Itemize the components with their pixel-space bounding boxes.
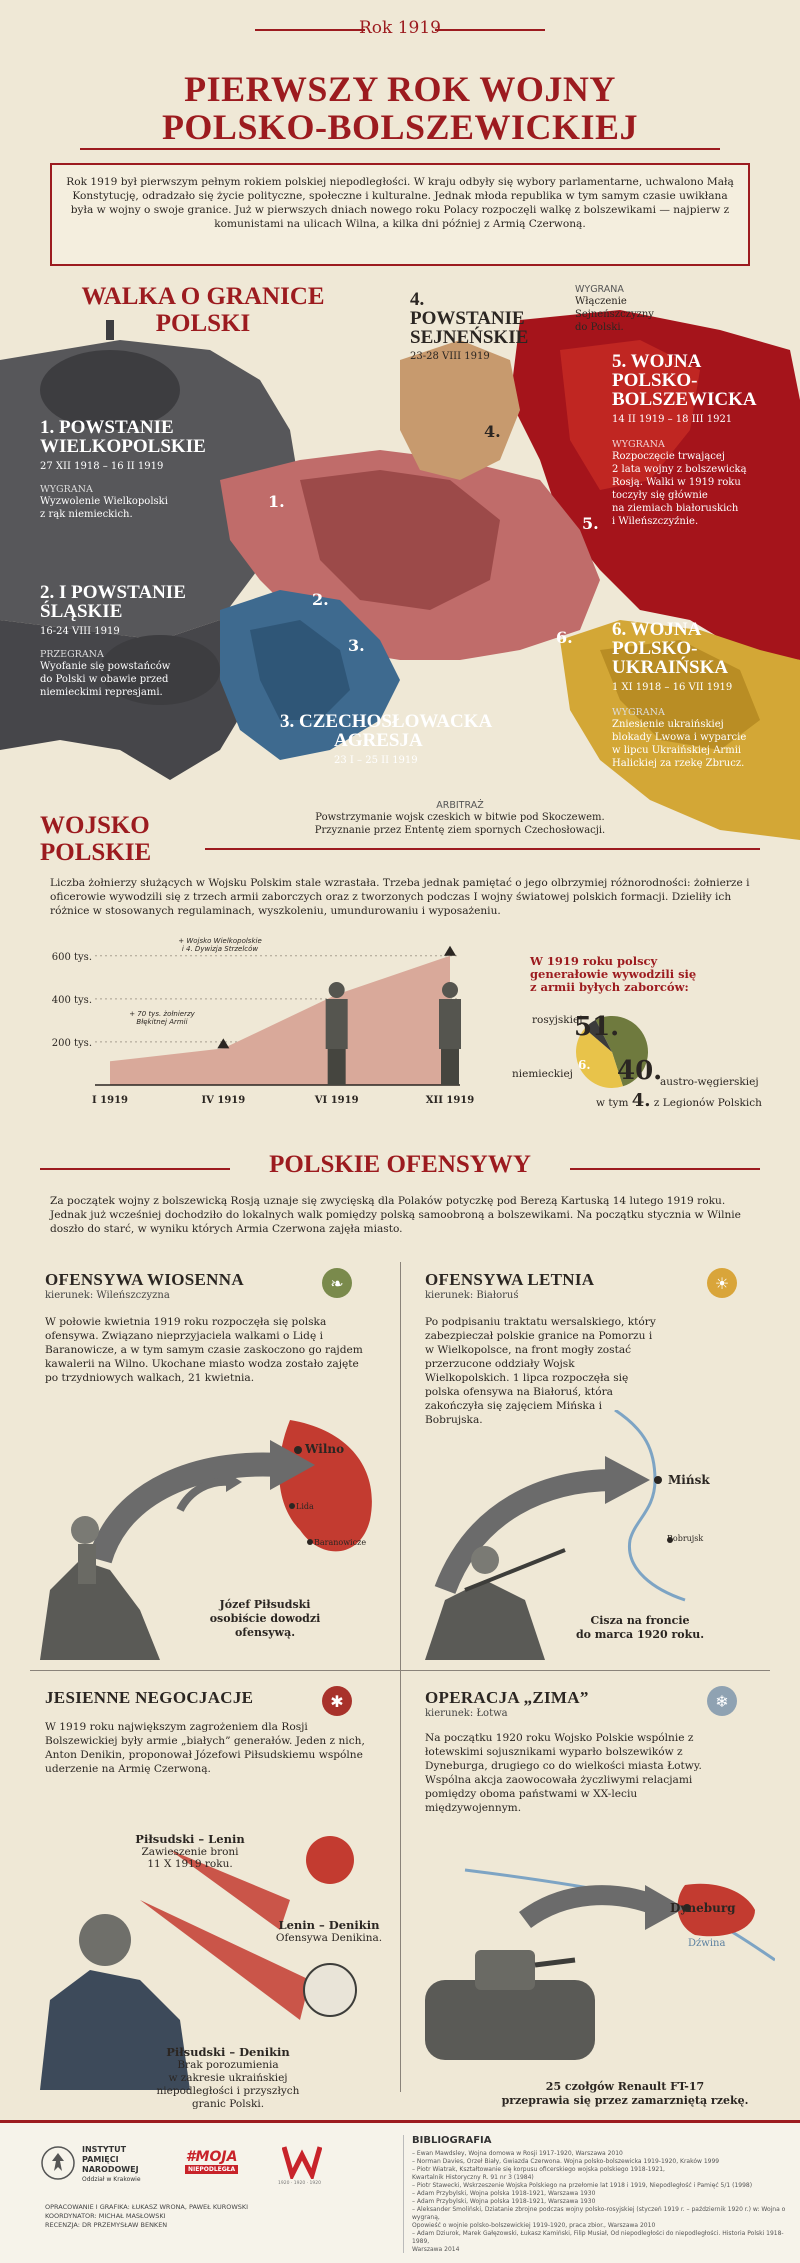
x-tick-label: XII 1919 (425, 1095, 475, 1106)
credits-line1: OPRACOWANIE I GRAFIKA: ŁUKASZ WRONA, PAWEŁ KUROWSKI (45, 2203, 249, 2211)
region-1-result-label: WYGRANA (40, 484, 93, 495)
region-3-name-line1: 3. CZECHOSŁOWACKA (280, 711, 493, 732)
page-title-line2: POLSKO-BOLSZEWICKIEJ (161, 107, 639, 147)
region-6-dates: 1 XI 1918 – 16 VII 1919 (612, 682, 733, 693)
region-2-result-line2: do Polski w obawie przed (40, 674, 169, 685)
chart-note-2 (122, 1010, 202, 1026)
place-baranowicze: Baranowicze (314, 1538, 367, 1547)
spring-caption-line2: osobiście dowodzi (209, 1612, 321, 1625)
region-4-result (575, 284, 705, 334)
bibliography-title: BIBLIOGRAFIA (412, 2135, 492, 2146)
relation-2-heading: Lenin – Denikin (278, 1918, 380, 1932)
region-6-result-line2: blokady Lwowa i wyparcie (612, 732, 747, 743)
winter-direction: kierunek: Łotwa (425, 1708, 508, 1719)
moja-logo-line2: NIEPODLEGŁA (185, 2165, 238, 2174)
region-5-name-line2: POLSKO- (612, 370, 698, 391)
place-dzwina: Dźwina (688, 1938, 726, 1949)
winter-illustration (405, 1860, 775, 2090)
chart-note-1-line1: + Wojsko Wielkopolskie (178, 937, 262, 945)
region-2-name-line1: 2. I POWSTANIE (40, 582, 186, 603)
winter-operation-box (425, 1688, 755, 1815)
region-6-result-line4: Halickiej za rzekę Zbrucz. (612, 758, 745, 769)
map-marker-3: 3. (348, 636, 365, 655)
relation-3-line2: w zakresie ukraińskiej (168, 2072, 288, 2084)
maple-leaf-icon: ✱ (322, 1686, 352, 1716)
relation-1-line2: 11 X 1919 roku. (147, 1858, 233, 1870)
region-3-name-line2: AGRESJA (334, 730, 423, 751)
map-marker-1: 1. (268, 492, 285, 511)
region-4-name-line2: SEJNEŃSKIE (410, 327, 529, 348)
ipn-sub: Oddział w Krakowie (82, 2176, 141, 2183)
credits (45, 2203, 248, 2230)
chart-note-2-line1: + 70 tys. żołnierzy (129, 1010, 195, 1018)
page-title (0, 70, 800, 146)
borders-title-line1: WALKA O GRANICE (81, 283, 325, 310)
relation-1 (120, 1832, 260, 1870)
summer-title: OFENSYWA LETNIA (425, 1270, 595, 1289)
year-label: Rok 1919 (358, 18, 441, 38)
generals-value-german: 6. (578, 1058, 591, 1072)
data-point-marker (444, 946, 456, 956)
legions-value: 4. (631, 1090, 651, 1111)
x-tick-label: IV 1919 (201, 1095, 246, 1106)
y-tick-label: 200 tys. (51, 1037, 92, 1049)
bib-entry-9: Opowieść o wojnie polsko-bolszewickiej 1919-1920, praca zbior., Warszawa 2010 (412, 2222, 656, 2229)
chart-note-1 (160, 937, 280, 953)
region-3-result (290, 800, 630, 837)
bib-entry-1: – Ewan Mawdsley, Wojna domowa w Rosji 1917-1920, Warszawa 2010 (412, 2150, 623, 2157)
region-2-name-line2: ŚLĄSKIE (40, 601, 123, 622)
footer-divider (403, 2135, 404, 2253)
place-lida: Lida (296, 1502, 314, 1511)
snowflake-icon: ❄ (707, 1686, 737, 1716)
y-tick-label: 400 tys. (51, 994, 92, 1006)
region-2-result-label: PRZEGRANA (40, 649, 104, 660)
map-marker-2: 2. (312, 590, 329, 609)
region-5-result-line3: Rosją. Walki w 1919 roku (612, 477, 741, 488)
region-4-result-line2: do Polski. (575, 322, 624, 333)
generals-label-russian: rosyjskiej (532, 1014, 583, 1026)
region-3-dates: 23 I – 25 II 1919 (334, 755, 418, 766)
region-6-result-label: WYGRANA (612, 707, 665, 718)
legions-prefix: w tym (596, 1097, 629, 1109)
summer-caption (560, 1614, 720, 1642)
generals-value-russian: 51. (574, 1012, 620, 1042)
1920-logo (282, 2145, 322, 2179)
spring-title: OFENSYWA WIOSENNA (45, 1270, 244, 1289)
place-wilno: Wilno (305, 1442, 345, 1456)
army-size-chart (40, 935, 490, 1115)
borders-title-line2: POLSKI (155, 310, 251, 337)
summer-text: Po podpisaniu traktatu wersalskiego, który zabezpieczał polskie granice na Pomorzu i w Wielkopolsce, na front mogły zostać przerzucone oddziały Wojsk Wielkopolskich. 1 lipca rozpoczęła się polska ofensywa na Białoruś, która zakończyła się zajęciem Mińska i Bobrujska. (425, 1316, 656, 1426)
summer-direction: kierunek: Białoruś (425, 1290, 519, 1301)
army-text: Liczba żołnierzy służących w Wojsku Polskim stale wzrastała. Trzeba jednak pamiętać o jego olbrzymiej różnorodności: żołnierze i oficerowie wywodzili się z trzech armii zaborczych oraz z tworzonych podczas I wojny światowej polskich formacji. Dzieliły ich różnice w stosowanych regulaminach, wyszkoleniu, umundurowaniu i wyposażeniu. (50, 877, 750, 917)
credits-line2: KOORDYNATOR: MICHAŁ MASŁOWSKI (45, 2212, 166, 2220)
ipn-line1: INSTYTUT (82, 2145, 127, 2154)
region-4-block (410, 290, 540, 362)
region-6-name-line1: 6. WOJNA (612, 619, 702, 640)
region-5-result-line4: toczyły się głównie (612, 490, 708, 501)
winter-title: OPERACJA „ZIMA” (425, 1688, 589, 1707)
credits-line3: RECENZJA: DR PRZEMYSŁAW BENKEN (45, 2221, 168, 2229)
region-5-result-line1: Rozpoczęcie trwającej (612, 451, 725, 462)
legions-suffix: z Legionów Polskich (653, 1097, 762, 1109)
intro-box (50, 163, 750, 266)
region-3-result-line1: Powstrzymanie wojsk czeskich w bitwie pod Skoczewem. (315, 812, 605, 823)
x-tick-label: I 1919 (92, 1095, 128, 1106)
generals-label-german: niemieckiej (512, 1068, 573, 1080)
data-point-marker (217, 1038, 229, 1048)
winter-text: Na początku 1920 roku Wojsko Polskie wspólnie z łotewskimi sojusznikami wyparło bolszewików z Dyneburga, drugiego co do wielkości miasta Łotwy. Wspólna akcja zaowocowała życzliwymi relacjami pomiędzy oboma państwami w XX-leciu międzywojennym. (425, 1732, 702, 1814)
legions-row (596, 1090, 762, 1111)
relation-2 (264, 1918, 394, 1944)
leaf-icon: ❧ (322, 1268, 352, 1298)
offensives-title: POLSKIE OFENSYWY (269, 1151, 531, 1178)
generals-heading (530, 955, 760, 994)
chart-note-2-line2: Błękitnej Armii (136, 1018, 188, 1026)
bib-entry-7: – Adam Przybylski, Wojna polska 1918-1921, Warszawa 1930 (412, 2198, 596, 2205)
bib-entry-8: – Aleksander Smoliński, Dziatanie zbrojne podczas wojny polsko-rosyjskiej (styczeń 1919 r. – październik 1920 r.) w: Wojna o wygraną, (412, 2206, 786, 2221)
spring-direction: kierunek: Wileńszczyzna (45, 1290, 170, 1301)
footer (0, 2120, 800, 2263)
relation-3-line1: Brak porozumienia (177, 2059, 279, 2071)
region-3-result-label: ARBITRAŻ (436, 800, 484, 811)
borders-title (48, 283, 358, 337)
page-title-line1: PIERWSZY ROK WOJNY (184, 69, 616, 109)
generals-heading-line1: W 1919 roku polscy (530, 954, 658, 968)
sun-icon: ☀ (707, 1268, 737, 1298)
bib-entry-2: – Norman Davies, Orzeł Biały, Gwiazda Czerwona. Wojna polsko-bolszewicka 1919-1920, Kraków 1999 (412, 2158, 720, 2165)
army-title-rule (205, 848, 760, 850)
army-title (40, 812, 240, 866)
summer-offensive-box (425, 1270, 755, 1427)
offensives-vertical-divider (400, 1262, 401, 2092)
winter-caption (480, 2080, 770, 2108)
army-title-line1: WOJSKO (40, 812, 150, 839)
relation-3 (138, 2045, 318, 2111)
region-5-result-line2: 2 lata wojny z bolszewicką (612, 464, 747, 475)
region-5-block (612, 352, 792, 528)
relation-1-line1: Zawieszenie broni (141, 1846, 239, 1858)
offensives-horizontal-divider (30, 1670, 770, 1671)
chart-note-1-line2: i 4. Dywizja Strzelców (181, 945, 259, 953)
summer-caption-line1: Cisza na froncie (590, 1614, 690, 1627)
region-2-result-line3: niemieckimi represjami. (40, 687, 163, 698)
place-bobrujsk: Bobrujsk (667, 1534, 704, 1543)
ipn-name (82, 2145, 141, 2185)
region-6-result-line3: w lipcu Ukraińskiej Armii (612, 745, 742, 756)
region-2-dates: 16-24 VIII 1919 (40, 626, 120, 637)
ipn-eagle-logo (40, 2145, 76, 2181)
ipn-line3: NARODOWEJ (82, 2165, 139, 2174)
autumn-title: JESIENNE NEGOCJACJE (45, 1688, 254, 1707)
moja-logo-line1: #MOJA (185, 2149, 238, 2165)
place-minsk: Mińsk (668, 1473, 710, 1487)
intro-text: Rok 1919 był pierwszym pełnym rokiem polskiej niepodległości. W kraju odbyły się wybory parlamentarne, uchwalono Małą Konstytucję, odradzało się życie polityczne, społeczne i kulturalne. Jednak młoda republika w tym samym czasie uwikłana była w wojny o swoje granice. Już w pierwszych dniach nowego roku Polacy rozpoczęli walkę z bolszewikami — najpierw z komunistami na ulicach Wilna, a kilka dni później z Armią Czerwoną. (66, 176, 734, 230)
relation-1-heading: Piłsudski – Lenin (135, 1832, 245, 1846)
offensives-intro: Za początek wojny z bolszewicką Rosją uznaje się zwycięską dla Polaków potyczkę pod Berezą Kartuską 14 lutego 1919 roku. Jednak już wcześniej dochodziło do lokalnych walk pomiędzy polską samoobroną a bolszewikami. Na początku stycznia w Wilnie doszło do starć, w wyniku których Armia Czerwona zajęła miasto. (50, 1195, 741, 1235)
region-6-result-line1: Zniesienie ukraińskiej (612, 719, 724, 730)
region-2-block (40, 583, 240, 699)
moja-niepodlegla-logo (185, 2149, 238, 2174)
map-marker-4: 4. (484, 422, 501, 441)
place-dyneburg: Dyneburg (670, 1901, 736, 1915)
region-5-name-line1: 5. WOJNA (612, 351, 702, 372)
generals-value-austrian: 40. (617, 1056, 663, 1086)
1920-logo-text: 1920 · 1920 · 1920 (278, 2181, 321, 2186)
region-4-name-line1: 4. POWSTANIE (410, 289, 525, 329)
bib-entry-4: Kwartalnik Historyczny R. 91 nr 3 (1984) (412, 2174, 534, 2181)
winter-caption-line1: 25 czołgów Renault FT-17 (545, 2080, 705, 2093)
region-5-result-label: WYGRANA (612, 439, 665, 450)
bib-entry-6: – Adam Przybylski, Wojna polska 1918-1921, Warszawa 1930 (412, 2190, 596, 2197)
x-tick-label: VI 1919 (314, 1095, 359, 1106)
summer-caption-line2: do marca 1920 roku. (575, 1628, 705, 1641)
title-underline (80, 148, 720, 150)
region-5-result-line6: i Wileńszczyźnie. (612, 516, 699, 527)
generals-heading-line3: z armii byłych zaborców: (530, 980, 689, 994)
region-4-result-label: WYGRANA (575, 284, 624, 295)
region-4-result-line1: Włączenie Sejneńszczyzny (575, 296, 654, 320)
region-5-result-line5: na ziemiach białoruskich (612, 503, 739, 514)
region-5-dates: 14 II 1919 – 18 III 1921 (612, 414, 733, 425)
region-3-block (280, 712, 520, 766)
y-tick-label: 600 tys. (51, 951, 92, 963)
spring-caption (200, 1598, 330, 1640)
relation-3-line4: granic Polski. (191, 2098, 265, 2110)
region-6-name-line3: UKRAIŃSKA (612, 657, 729, 678)
spring-caption-line1: Józef Piłsudski (219, 1598, 311, 1611)
bibliography (412, 2135, 792, 2254)
region-6-name-line2: POLSKO- (612, 638, 698, 659)
map-marker-5: 5. (582, 514, 599, 533)
region-6-block (612, 620, 792, 770)
bib-entry-10: – Adam Dziurok, Marek Gałęzowski, Łukasz Kamiński, Filip Musiał, Od niepodległości do niepodległości. Historia Polski 1918-1989, (412, 2230, 784, 2245)
region-1-result-line2: z rąk niemieckich. (40, 509, 133, 520)
relation-2-text: Ofensywa Denikina. (275, 1932, 383, 1944)
bib-entry-11: Warszawa 2014 (412, 2246, 460, 2253)
region-5-name-line3: BOLSZEWICKA (612, 389, 757, 410)
generals-label-austrian: austro-węgierskiej (660, 1076, 759, 1088)
region-1-name-line1: 1. POWSTANIE (40, 417, 174, 438)
region-1-dates: 27 XII 1918 – 16 II 1919 (40, 461, 164, 472)
spring-text: W połowie kwietnia 1919 roku rozpoczęła się polska ofensywa. Związano nieprzyjaciela walkami o Lidę i Baranowicze, a w tym samym czasie zaskoczono go rajdem kawalerii na Wilno. Ukochane miasto wodza zostało zajęte po trzydniowych walkach, 21 kwietnia. (45, 1316, 363, 1384)
bib-entry-5: – Piotr Stawecki, Wskrzeszenie Wojska Polskiego na przełomie lat 1918 i 1919, Niepodległość i Pamięć 5/1 (1998) (412, 2182, 753, 2189)
region-2-result-line1: Wyofanie się powstańców (40, 661, 171, 672)
autumn-text: W 1919 roku największym zagrożeniem dla Rosji Bolszewickiej były armie „białych” generałów. Jeden z nich, Anton Denikin, proponował Józefowi Piłsudskiemu wspólne uderzenie na Armię Czerwoną. (45, 1721, 365, 1775)
ipn-line2: PAMIĘCI (82, 2155, 119, 2164)
spring-caption-line3: ofensywą. (234, 1626, 296, 1639)
region-1-name-line2: WIELKOPOLSKIE (40, 436, 206, 457)
relation-3-line3: niepodległości i przyszłych (156, 2085, 300, 2097)
army-title-line2: POLSKIE (40, 839, 152, 866)
map-marker-6: 6. (556, 628, 573, 647)
region-1-block (40, 418, 240, 521)
bib-entry-3: – Piotr Wiatrak, Kształtowanie się korpusu oficerskiego wojska polskiego 1918-1921, (412, 2166, 665, 2173)
relation-3-heading: Piłsudski – Denikin (166, 2045, 290, 2059)
region-4-dates: 23-28 VIII 1919 (410, 351, 490, 362)
winter-caption-line2: przeprawia się przez zamarzniętą rzekę. (501, 2094, 749, 2107)
region-3-result-line2: Przyznanie przez Ententę ziem spornych Czechosłowacji. (314, 825, 606, 836)
generals-heading-line2: generałowie wywodzili się (530, 967, 697, 981)
region-1-result-line1: Wyzwolenie Wielkopolski (40, 496, 168, 507)
